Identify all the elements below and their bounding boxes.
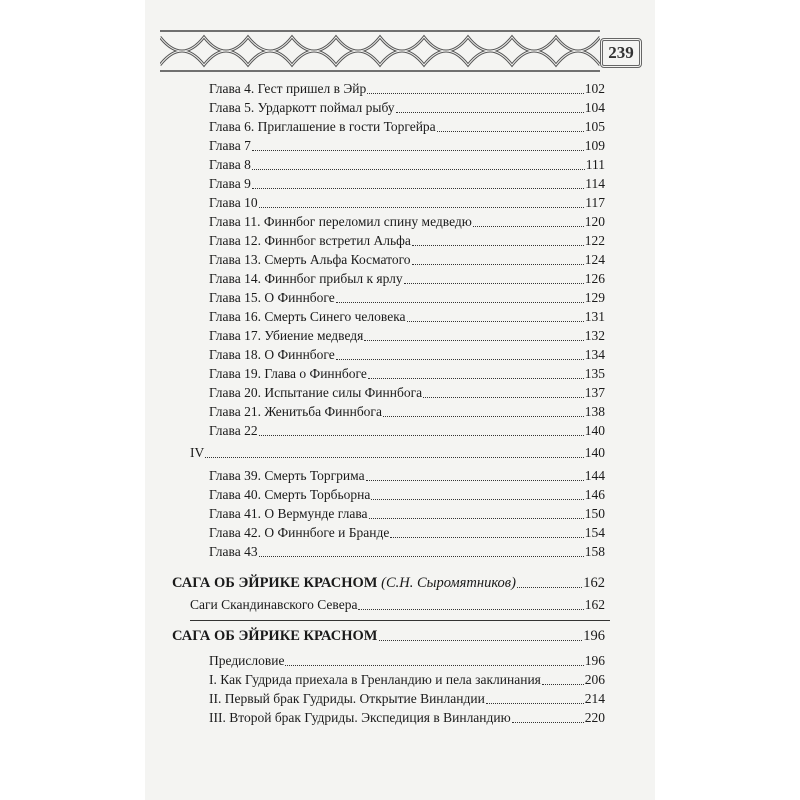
- toc-entry: Глава 6. Приглашение в гости Торгейра 105: [209, 119, 605, 134]
- toc-entry: Глава 10 117: [209, 195, 605, 210]
- celtic-knot-header: [160, 25, 600, 77]
- toc-entry: Глава 41. О Вермунде глава 150: [209, 506, 605, 521]
- toc-entry: Глава 5. Урдаркотт поймал рыбу 104: [209, 100, 605, 115]
- toc-entry: Глава 19. Глава о Финнбоге 135: [209, 366, 605, 381]
- toc-entry: Глава 7 109: [209, 138, 605, 153]
- toc-entry: Глава 17. Убиение медведя 132: [209, 328, 605, 343]
- toc-entry: Глава 13. Смерть Альфа Косматого 124: [209, 252, 605, 267]
- divider: [190, 620, 610, 621]
- toc-section: IV 140: [190, 445, 605, 460]
- toc-entry: II. Первый брак Гудриды. Открытие Винландии 214: [209, 691, 605, 706]
- toc-entry: Глава 8 111: [209, 157, 605, 172]
- toc-entry: Глава 42. О Финнбоге и Бранде 154: [209, 525, 605, 540]
- toc-entry: Глава 11. Финнбог переломил спину медведю 120: [209, 214, 605, 229]
- page-number: 239: [600, 38, 642, 68]
- toc-entry: Глава 21. Женитьба Финнбога 138: [209, 404, 605, 419]
- toc-saga-heading: САГА ОБ ЭЙРИКЕ КРАСНОМ (С.Н. Сыромятников) 162: [172, 575, 605, 591]
- toc-entry: Глава 12. Финнбог встретил Альфа 122: [209, 233, 605, 248]
- toc-entry: Глава 20. Испытание силы Финнбога 137: [209, 385, 605, 400]
- toc-entry: III. Второй брак Гудриды. Экспедиция в Винландию 220: [209, 710, 605, 725]
- toc-entry: Глава 43 158: [209, 544, 605, 559]
- toc-entry: Глава 15. О Финнбоге 129: [209, 290, 605, 305]
- toc-entry: Глава 16. Смерть Синего человека 131: [209, 309, 605, 324]
- celtic-knot-icon: [160, 25, 600, 77]
- toc-entry: Глава 18. О Финнбоге 134: [209, 347, 605, 362]
- toc-entry: Глава 9 114: [209, 176, 605, 191]
- toc-entry: Глава 4. Гест пришел в Эйр 102: [209, 81, 605, 96]
- toc-entry: Саги Скандинавского Севера 162: [190, 597, 605, 612]
- toc-entry: Предисловие 196: [209, 653, 605, 668]
- toc-entry: Глава 40. Смерть Торбьорна 146: [209, 487, 605, 502]
- toc-entry: Глава 14. Финнбог прибыл к ярлу 126: [209, 271, 605, 286]
- toc-entry: Глава 39. Смерть Торгрима 144: [209, 468, 605, 483]
- toc-saga-heading: САГА ОБ ЭЙРИКЕ КРАСНОМ 196: [172, 628, 605, 644]
- toc-entry: Глава 22 140: [209, 423, 605, 438]
- toc-entry: I. Как Гудрида приехала в Гренландию и пела заклинания 206: [209, 672, 605, 687]
